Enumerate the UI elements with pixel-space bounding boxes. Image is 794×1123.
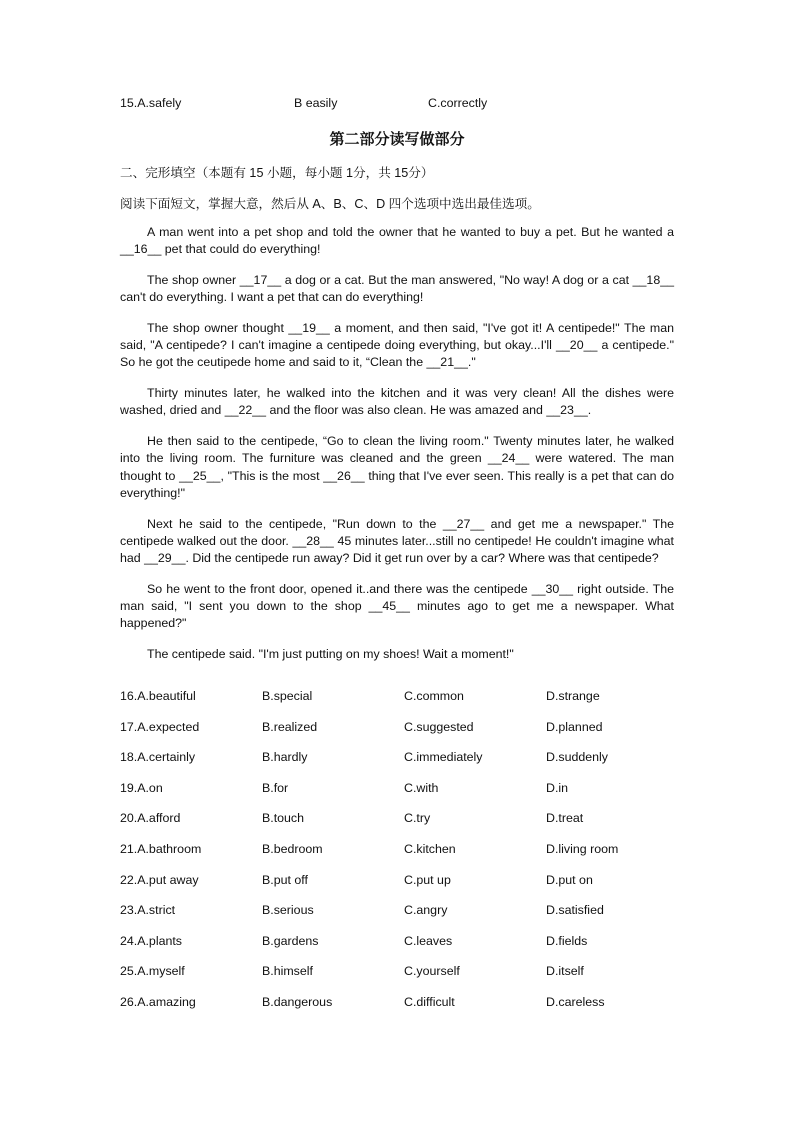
option-d: D.satisfied xyxy=(546,903,604,918)
option-b: B.serious xyxy=(262,903,314,918)
option-b: B.bedroom xyxy=(262,841,323,856)
option-row xyxy=(120,873,680,904)
option-c: C.difficult xyxy=(404,994,455,1009)
option-c: C.immediately xyxy=(404,750,483,765)
option-row xyxy=(120,720,680,751)
option-a: 26.A.amazing xyxy=(120,994,196,1009)
option-row xyxy=(120,995,680,1026)
option-b: B.hardly xyxy=(262,750,308,765)
question-15-options xyxy=(120,96,680,114)
passage-paragraph: Next he said to the centipede, "Run down to the __27__ and get me a newspaper." The centipede walked out the door. __28__ 45 minutes later...still no centipede! He couldn't imagine what had __29__. Did the centipede run away? Did it get run over by a car? Where was that centipede? xyxy=(120,516,674,566)
option-d: D.planned xyxy=(546,719,603,734)
option-d: D.in xyxy=(546,780,569,795)
reading-passage xyxy=(120,224,674,677)
option-c: C.kitchen xyxy=(404,841,456,856)
option-d: D.strange xyxy=(546,689,600,703)
option-15-b: B easily xyxy=(294,96,338,110)
option-c: C.yourself xyxy=(404,964,460,979)
instruction-text: 阅读下面短文，掌握大意，然后从 A、B、C、D 四个选项中选出最佳选项。 xyxy=(120,197,540,211)
part-heading: 二、完形填空（本题有 15 小题，每小题 1分，共 15分） xyxy=(120,166,434,180)
option-c: C.leaves xyxy=(404,933,453,948)
option-c: C.angry xyxy=(404,903,448,918)
option-c: C.suggested xyxy=(404,719,474,734)
answer-options xyxy=(120,689,680,1026)
option-d: D.put on xyxy=(546,872,593,887)
passage-paragraph: He then said to the centipede, “Go to clean the living room." Twenty minutes later, he walked into the living room. The furniture was cleaned and the green __24__ were watered. The man thought to __25__, "This is the most __26__ thing that I've ever seen. This really is a pet that can do everything!" xyxy=(120,434,674,500)
option-a: 24.A.plants xyxy=(120,933,182,948)
option-a: 18.A.certainly xyxy=(120,750,196,765)
option-c: C.common xyxy=(404,689,464,703)
option-a: 21.A.bathroom xyxy=(120,841,202,856)
option-row xyxy=(120,689,680,720)
option-c: C.try xyxy=(404,811,431,826)
option-b: B.gardens xyxy=(262,933,319,948)
option-d: D.careless xyxy=(546,994,605,1009)
option-row xyxy=(120,964,680,995)
option-d: D.suddenly xyxy=(546,750,608,765)
option-a: 19.A.on xyxy=(120,780,163,795)
passage-paragraph: So he went to the front door, opened it..and there was the centipede __30__ right outside. The man said, "I sent you down to the shop __45__ minutes ago to get me a newspaper. What happened?" xyxy=(120,581,674,631)
passage-paragraph: The shop owner thought __19__ a moment, and then said, "I've got it! A centipede!" The man said, "A centipede? I can't imagine a centipede doing everything, but okay...I'll __20__ a centipede." So he got the ceutipede home and said to it, “Clean the __21__." xyxy=(120,321,674,370)
option-15-c: C.correctly xyxy=(428,96,488,110)
passage-paragraph: Thirty minutes later, he walked into the kitchen and it was very clean! All the dishes were washed, dried and __22__ and the floor was also clean. He was amazed and __23__. xyxy=(120,386,674,418)
option-row xyxy=(120,842,680,873)
option-d: D.fields xyxy=(546,933,588,948)
option-row xyxy=(120,750,680,781)
option-row xyxy=(120,903,680,934)
option-c: C.with xyxy=(404,780,439,795)
option-b: B.dangerous xyxy=(262,994,333,1009)
option-b: B.put off xyxy=(262,872,308,887)
option-a: 22.A.put away xyxy=(120,872,199,887)
option-a: 23.A.strict xyxy=(120,903,176,918)
option-a: 25.A.myself xyxy=(120,964,185,979)
section-title: 第二部分读写做部分 xyxy=(329,130,465,148)
option-a: 16.A.beautiful xyxy=(120,689,196,703)
option-row xyxy=(120,934,680,965)
option-b: B.himself xyxy=(262,964,313,979)
option-c: C.put up xyxy=(404,872,451,887)
passage-paragraph: The shop owner __17__ a dog or a cat. But the man answered, "No way! A dog or a cat __18__ can't do everything. I want a pet that can do everything! xyxy=(120,273,674,305)
option-row xyxy=(120,811,680,842)
option-a: 17.A.expected xyxy=(120,719,200,734)
option-d: D.itself xyxy=(546,964,584,979)
option-b: B.touch xyxy=(262,811,305,826)
passage-paragraph: A man went into a pet shop and told the owner that he wanted to buy a pet. But he wanted a __16__ pet that could do everything! xyxy=(120,225,674,257)
option-row xyxy=(120,781,680,812)
option-b: B.special xyxy=(262,689,313,703)
option-d: D.living room xyxy=(546,841,619,856)
option-b: B.for xyxy=(262,780,289,795)
option-d: D.treat xyxy=(546,811,584,826)
option-b: B.realized xyxy=(262,719,318,734)
option-a: 20.A.afford xyxy=(120,811,181,826)
passage-paragraph: The centipede said. "I'm just putting on my shoes! Wait a moment!" xyxy=(147,647,514,662)
option-15-a: 15.A.safely xyxy=(120,96,182,110)
